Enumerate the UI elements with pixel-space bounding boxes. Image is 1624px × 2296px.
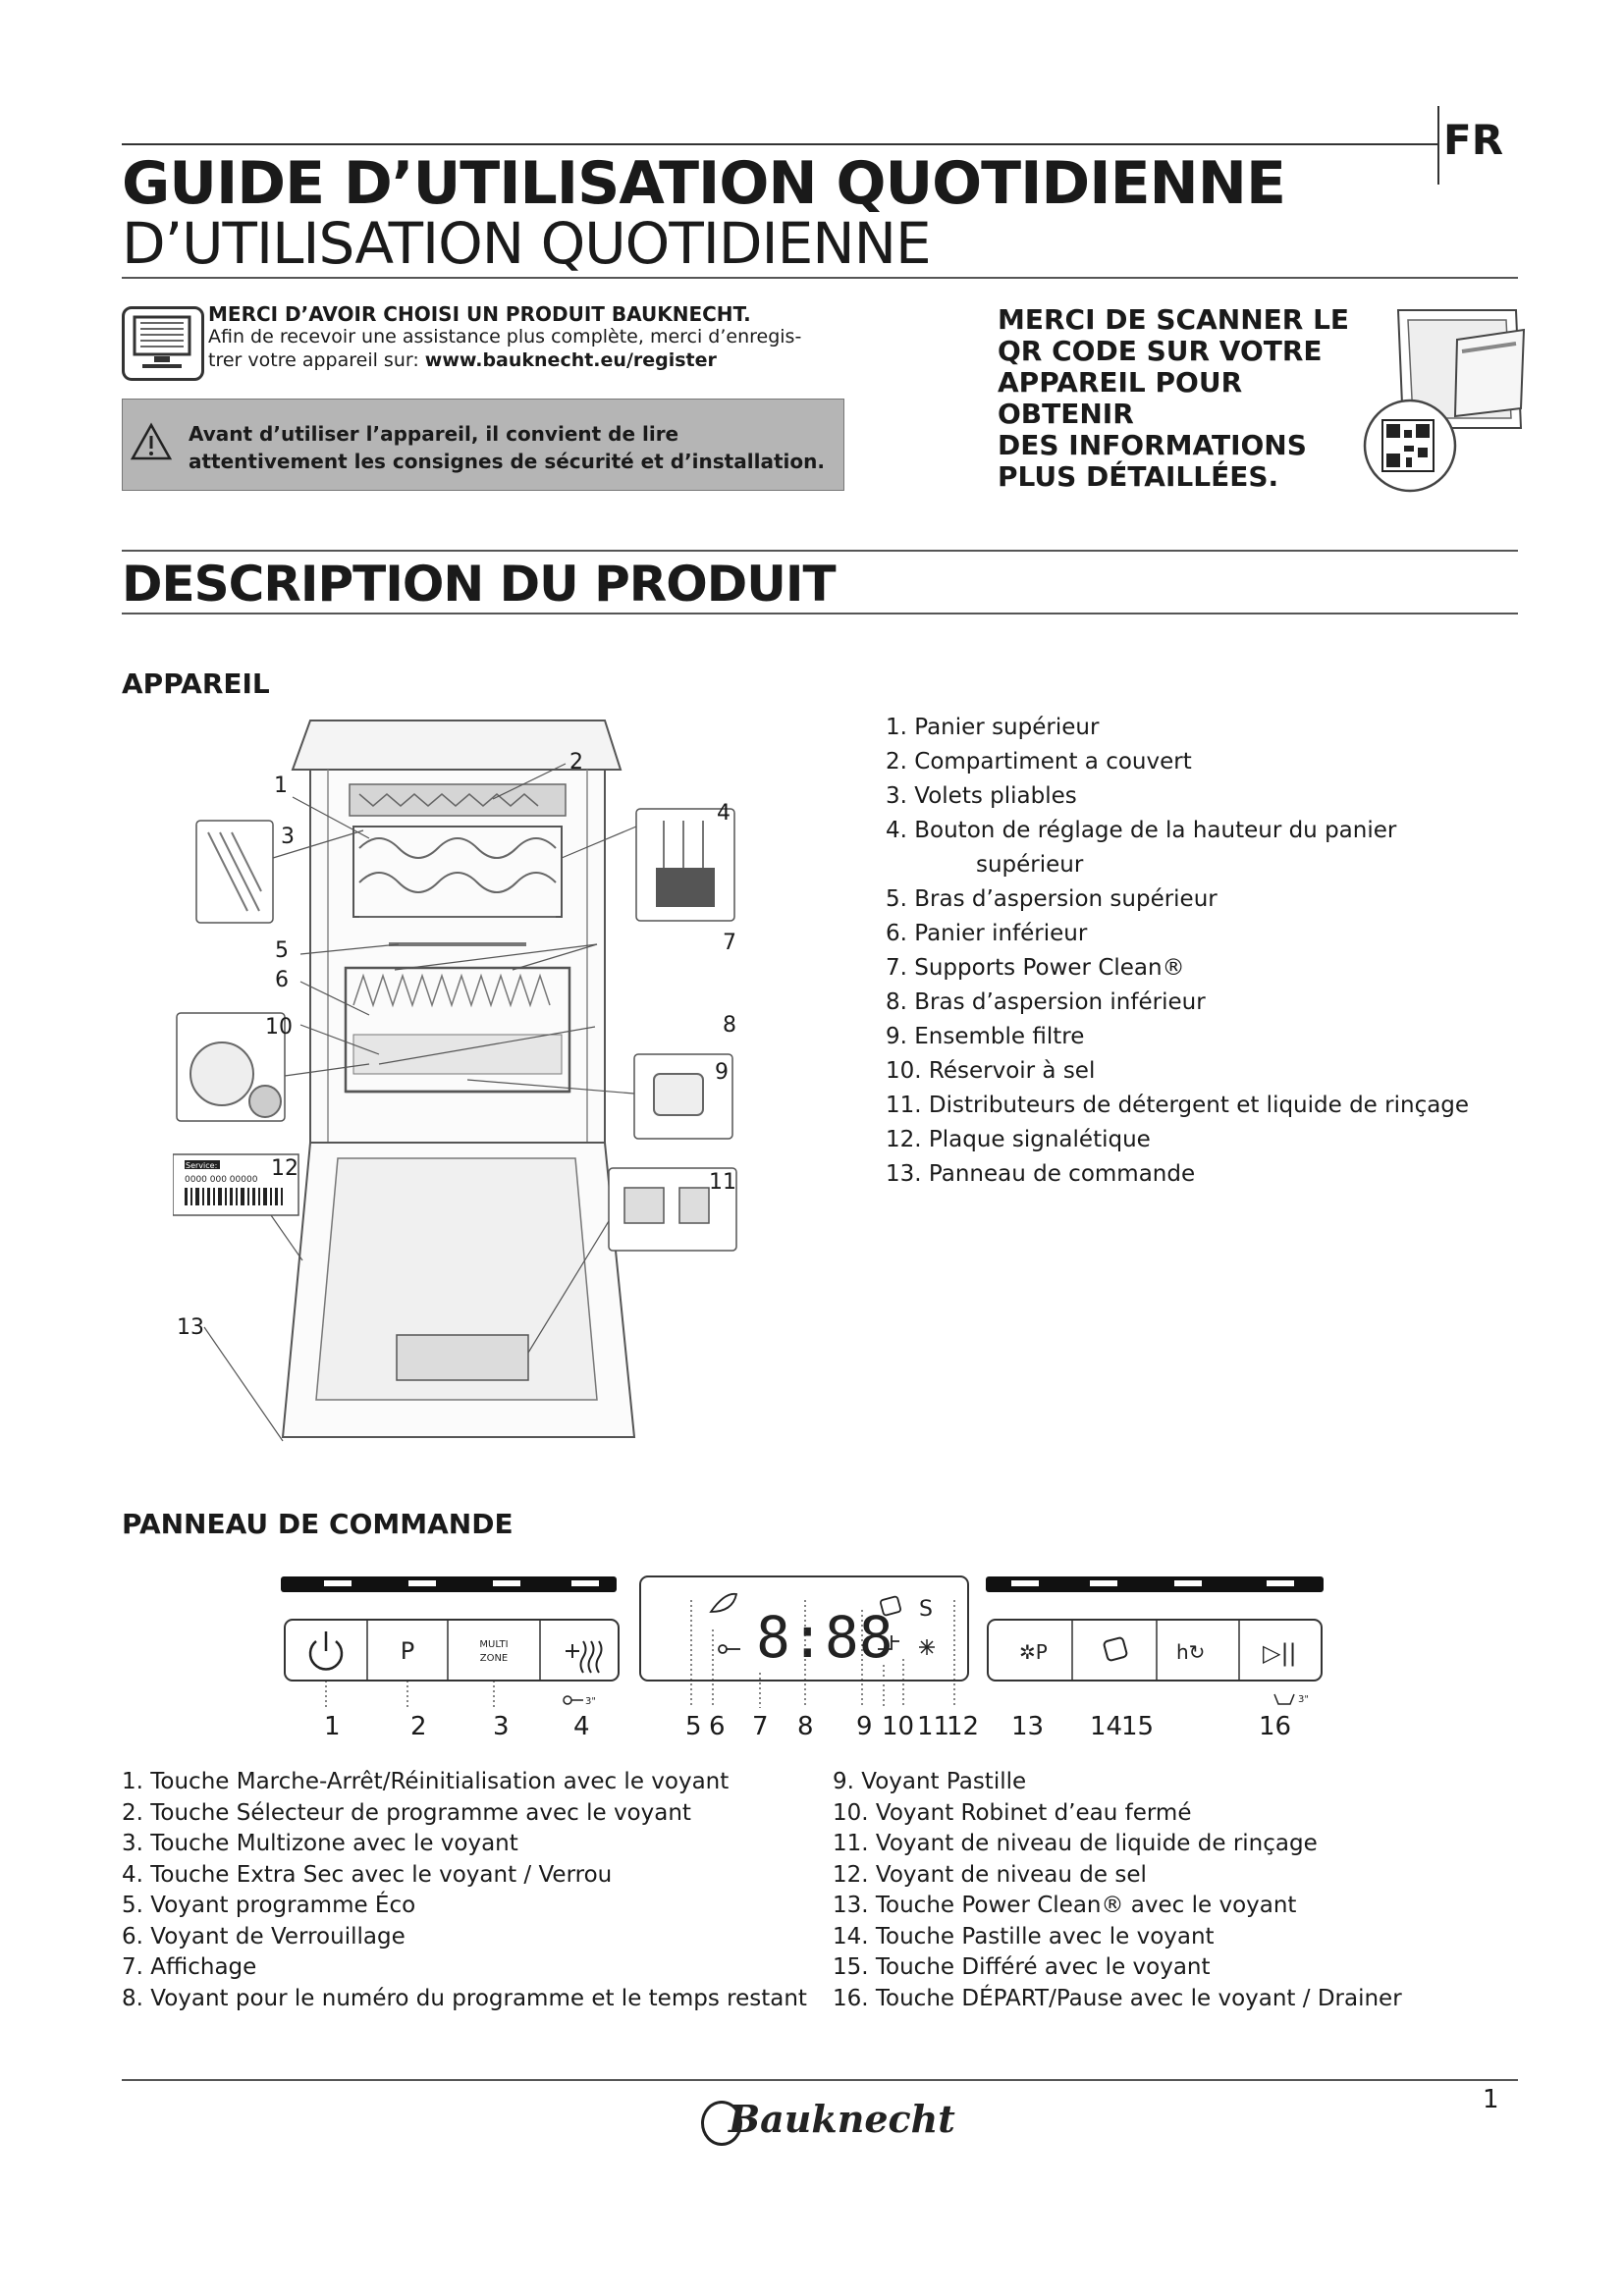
diagram-label-1: 1	[274, 774, 288, 798]
qr-line: APPAREIL POUR OBTENIR	[998, 366, 1243, 430]
svg-text:S: S	[919, 1597, 933, 1622]
warning-icon	[130, 422, 173, 461]
list-item: 9. Voyant Pastille	[833, 1769, 1027, 1794]
section-top-rule	[122, 550, 1518, 552]
service-number: 0000 000 00000	[185, 1175, 258, 1185]
header-bottom-rule	[122, 277, 1518, 279]
qr-line: MERCI DE SCANNER LE	[998, 303, 1350, 336]
list-item: 3. Touche Multizone avec le voyant	[122, 1831, 518, 1856]
diagram-label-8: 8	[723, 1013, 736, 1038]
panel-number-14: 14	[1090, 1712, 1123, 1741]
list-item: 2. Compartiment a couvert	[886, 749, 1192, 774]
register-link[interactable]: www.bauknecht.eu/register	[424, 349, 717, 371]
panel-number-12: 12	[947, 1712, 980, 1741]
list-item: 11. Voyant de niveau de liquide de rinçage	[833, 1831, 1318, 1856]
panel-number-3: 3	[493, 1712, 510, 1741]
thanks-line-2	[208, 349, 717, 371]
qr-line: QR CODE SUR VOTRE	[998, 335, 1323, 367]
list-item: 12. Plaque signalétique	[886, 1127, 1151, 1152]
warning-text: Avant d’utiliser l’appareil, il convient de lire attentivement les consignes de sécurité et d’installation.	[189, 422, 825, 473]
panel-number-9: 9	[856, 1712, 873, 1741]
salt-icon	[919, 1597, 933, 1622]
panel-number-15: 15	[1121, 1712, 1155, 1741]
lock-hint: 3"	[585, 1696, 596, 1707]
list-item: 14. Touche Pastille avec le voyant	[833, 1923, 1215, 1949]
list-item: 11. Distributeurs de détergent et liquide de rinçage	[886, 1093, 1470, 1118]
diagram-label-4: 4	[717, 801, 731, 826]
thanks-title: MERCI D’AVOIR CHOISI UN PRODUIT BAUKNECHT.	[208, 302, 751, 326]
list-item: 8. Bras d’aspersion inférieur	[886, 989, 1206, 1015]
panel-number-2: 2	[410, 1712, 427, 1741]
diagram-label-13: 13	[177, 1315, 204, 1340]
list-item: 7. Affichage	[122, 1954, 257, 1980]
panel-number-1: 1	[324, 1712, 341, 1741]
section-bottom-rule	[122, 613, 1518, 614]
list-item: 9. Ensemble filtre	[886, 1024, 1085, 1049]
panel-number-13: 13	[1011, 1712, 1045, 1741]
list-item: 16. Touche DÉPART/Pause avec le voyant / Drainer	[833, 1985, 1402, 2011]
list-item: 8. Voyant pour le numéro du programme et le temps restant	[122, 1985, 807, 2011]
thanks-line-1: Afin de recevoir une assistance plus complète, merci d’enregis-	[208, 326, 802, 347]
multizone-label-1: MULTI	[479, 1639, 509, 1650]
brand-name: Bauknecht	[729, 2097, 955, 2141]
list-item: 6. Voyant de Verrouillage	[122, 1923, 406, 1949]
list-item: 6. Panier inférieur	[886, 921, 1088, 946]
drain-icon	[1274, 1694, 1294, 1704]
qr-instructions	[998, 304, 1351, 493]
list-item: 5. Voyant programme Éco	[122, 1893, 416, 1918]
panel-number-16: 16	[1259, 1712, 1292, 1741]
power-clean-icon	[1019, 1640, 1048, 1664]
page-title: GUIDE D’UTILISATION QUOTIDIENNE	[122, 149, 1285, 218]
list-item: 12. Voyant de niveau de sel	[833, 1861, 1147, 1888]
panel-number-7: 7	[752, 1712, 769, 1741]
diagram-label-3: 3	[281, 825, 295, 849]
service-label: Service:	[186, 1161, 218, 1170]
dishwasher-diagram	[173, 711, 752, 1457]
thanks-line-2-text: trer votre appareil sur:	[208, 349, 425, 371]
section-title: DESCRIPTION DU PRODUIT	[122, 556, 836, 613]
program-button-label: P	[400, 1637, 415, 1665]
diagram-label-12: 12	[271, 1156, 298, 1181]
control-panel-diagram	[275, 1571, 1335, 1708]
brand-logo	[701, 2097, 955, 2146]
list-item: 15. Touche Différé avec le voyant	[833, 1954, 1211, 1980]
list-item: 10. Voyant Robinet d’eau fermé	[833, 1799, 1192, 1826]
start-pause-icon	[1263, 1639, 1297, 1667]
list-item: 2. Touche Sélecteur de programme avec le voyant	[122, 1799, 691, 1826]
qr-line: PLUS DÉTAILLÉES.	[998, 460, 1279, 493]
panel-number-4: 4	[573, 1712, 590, 1741]
list-item: 1. Panier supérieur	[886, 715, 1100, 740]
delay-icon	[1176, 1640, 1205, 1664]
appareil-heading: APPAREIL	[122, 667, 270, 700]
panel-number-11: 11	[917, 1712, 950, 1741]
lock-key-icon	[564, 1696, 583, 1704]
diagram-label-11: 11	[709, 1170, 736, 1195]
diagram-label-2: 2	[569, 750, 583, 774]
svg-text:h↻: h↻	[1176, 1640, 1206, 1664]
panel-heading: PANNEAU DE COMMANDE	[122, 1508, 514, 1540]
list-item: 5. Bras d’aspersion supérieur	[886, 886, 1218, 912]
page-subtitle: D’UTILISATION QUOTIDIENNE	[122, 210, 931, 277]
diagram-label-10: 10	[265, 1015, 293, 1040]
list-item: 4. Bouton de réglage de la hauteur du panier	[886, 818, 1397, 843]
list-item: 13. Panneau de commande	[886, 1161, 1196, 1187]
diagram-label-9: 9	[715, 1060, 729, 1085]
panel-number-6: 6	[709, 1712, 726, 1741]
parts-list	[886, 711, 1469, 1192]
svg-text:✲P: ✲P	[1019, 1640, 1048, 1664]
panel-number-5: 5	[685, 1712, 702, 1741]
panel-number-10: 10	[882, 1712, 915, 1741]
rinse-aid-icon	[919, 1639, 935, 1655]
panel-number-8: 8	[797, 1712, 814, 1741]
svg-text:▷||: ▷||	[1263, 1639, 1297, 1667]
qr-dishwasher-illustration	[1349, 300, 1526, 495]
language-code: FR	[1443, 116, 1504, 164]
list-item: 1. Touche Marche-Arrêt/Réinitialisation avec le voyant	[122, 1769, 730, 1794]
computer-icon	[122, 306, 204, 381]
display-digits: 8:88	[756, 1604, 893, 1671]
multizone-label-2: ZONE	[479, 1653, 509, 1664]
language-divider	[1437, 106, 1439, 185]
diagram-label-5: 5	[275, 938, 289, 963]
list-item: 4. Touche Extra Sec avec le voyant / Verrou	[122, 1861, 613, 1888]
footer-rule	[122, 2079, 1518, 2081]
list-item: 3. Volets pliables	[886, 783, 1077, 809]
list-item: 13. Touche Power Clean® avec le voyant	[833, 1893, 1297, 1918]
list-item: 7. Supports Power Clean®	[886, 955, 1185, 981]
drain-hint: 3"	[1298, 1694, 1309, 1705]
list-item: 10. Réservoir à sel	[886, 1058, 1096, 1084]
panel-list-right	[833, 1767, 1402, 2014]
page-number: 1	[1483, 2085, 1499, 2114]
panel-list-left	[122, 1767, 807, 2014]
qr-line: DES INFORMATIONS	[998, 429, 1307, 461]
diagram-label-6: 6	[275, 968, 289, 992]
list-item: supérieur	[976, 852, 1084, 878]
header-top-rule	[122, 143, 1437, 145]
diagram-label-7: 7	[723, 931, 736, 955]
